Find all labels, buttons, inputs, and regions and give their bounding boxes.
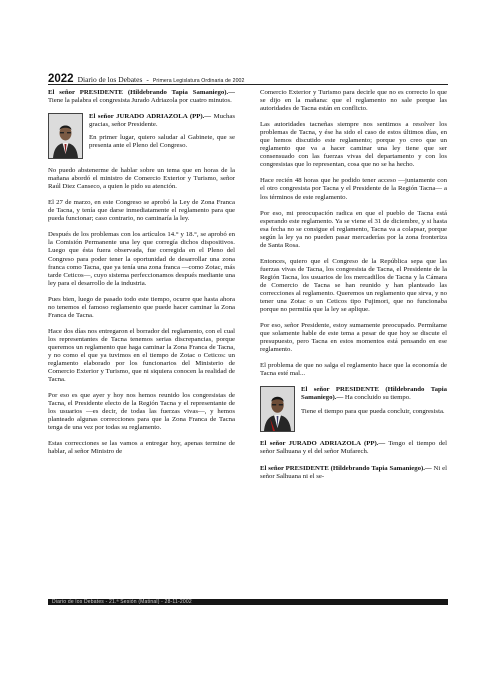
paragraph: Estas correcciones se las vamos a entregar hoy, apenas termine de hablar, al señor Ministro de: [48, 440, 235, 456]
footer-text: Diario de los Debates - 21.ª Sesión (Matinal) - 28-11-2002: [52, 598, 192, 605]
speaker-name: El señor JURADO ADRIAZOLA (PP).—: [260, 440, 386, 448]
speaker-block-jurado: [48, 113, 235, 159]
portrait-icon: [49, 114, 82, 158]
paragraph: En primer lugar, quiero saludar al Gabinete, que se presenta ante el Pleno del Congreso.: [89, 134, 235, 150]
speaker-block-presidente: [260, 386, 447, 432]
header-separator: -: [146, 75, 149, 84]
paragraph: Hace recién 48 horas que he podido tener acceso —juntamente con el otro congresista por Tacna y el Presidente de la Región Tacna— a los términos de este reglamento.: [260, 177, 447, 201]
paragraph: Por eso es que ayer y hoy nos hemos reunido los congresistas de Tacna, el Presidente electo de la Región Tacna y el representante de los usuarios —es decir, de todas las fuerzas vivas—, y hemos planteado algunas correcciones para que la Zona Franca de Tacna tenga de una vez por todas su reglamento.: [48, 392, 235, 432]
speech-text: Tengo el tiempo del señor Salhuana y el del señor Mufarech.: [260, 440, 447, 456]
paragraph: El 27 de marzo, en este Congreso se aprobó la Ley de Zona Franca de Tacna, y tenía que darse inmediatamente el reglamento para que pueda funcionar; caso contrario, no caminaría la ley.: [48, 199, 235, 223]
page-number: 2022: [48, 73, 74, 85]
portrait-icon: [261, 387, 294, 431]
paragraph: Las autoridades tacneñas siempre nos sentimos a resolver los problemas de Tacna, y ése ha sido el caso de estos últimos días, en que hemos discutido este reglamento; porque yo creo que un reglamento que va a hacer caminar una ley tiene que ser consensuado con las fuerzas vivas del departamento y con los congresistas que lo representan, cosa que no se ha hecho.: [260, 121, 447, 169]
session-info: Primera Legislatura Ordinaria de 2002: [152, 78, 245, 84]
speaker-name: El señor PRESIDENTE (Hildebrando Tapia Samaniego).—: [48, 89, 235, 96]
paragraph: Por eso, señor Presidente, estoy sumamente preocupado. Permítame que solamente hable de este tema a pesar de que hoy se discute el presupuesto, pero Tacna en estos momentos está pensando en ese reglamento.: [260, 322, 447, 354]
paragraph: Tiene el tiempo para que pueda concluir, congresista.: [301, 407, 445, 415]
paragraph: Después de los problemas con los artículos 14.° y 18.°, se aprobó en la Comisión Permanente una ley que corregía dichos dispositivos. Luego que ésta fuera observada, fue corregida en el Pleno del Congreso para poder tener la oportunidad de desarrollar una zona franca como Tacna, que ya tenía una zona franca —como Zotac, más tarde Ceticos—, cuyo sistema perfeccionamos después mediante una ley para el desarrollo de la industria.: [48, 231, 235, 287]
left-column: [48, 89, 235, 589]
paragraph: Entonces, quiero que el Congreso de la República sepa que las fuerzas vivas de Tacna, los congresista de Tacna, el Presidente de la Región Tacna, los usuarios de los mercadillos de Tacna y la Cámara de Comercio de Tacna se han reunido y han planteado las correcciones al reglamento. Queremos un reglamento que sirva, y no tener una Zotac o un Ceticos tipo Fujimori, que no funcionaba porque no permitía que la ley se aplique.: [260, 257, 447, 314]
paragraph: [301, 386, 447, 402]
journal-title: Diario de los Debates: [77, 75, 143, 84]
paragraph: No puedo abstenerme de hablar sobre un tema que en horas de la mañana abordó el ministro de Comercio Exterior y Turismo, señor Raúl Diez Canseco, a quien le pido su atención.: [48, 167, 235, 191]
speaker-name: El señor JURADO ADRIAZOLA (PP).—: [89, 113, 212, 121]
speech-text: Muchas gracias, señor Presidente.: [89, 113, 235, 129]
paragraph: [48, 89, 235, 105]
speech-text: Ha concluido su tiempo.: [343, 394, 411, 402]
right-column: [260, 89, 447, 589]
paragraph: Por eso, mi preocupación radica en que el pueblo de Tacna está esperando este reglamento. Ya se viene el 31 de diciembre, y si hasta esa fecha no se consigue el reglamento, Tacna va a colapsar, porque según la ley ya no pueden pasar mercaderías por la zona fronteriza de Santa Rosa.: [260, 209, 447, 249]
speaker-photo-tapia-samaniego: [260, 386, 295, 432]
paragraph: [89, 113, 235, 129]
page-footer: [48, 599, 448, 605]
speech-text: Tiene la palabra el congresista Jurado Adriazola por cuatro minutos.: [48, 97, 232, 105]
paragraph: [260, 440, 447, 456]
paragraph: Comercio Exterior y Turismo para decirle que no es correcto lo que se dijo en la mañana: que el reglamento no sale porque las autoridades de Tacna están en conflicto.: [260, 89, 447, 113]
header-rule: [48, 84, 448, 85]
speaker-photo-jurado-adriazola: [48, 113, 83, 159]
paragraph: [260, 465, 447, 481]
speaker-name: El señor PRESIDENTE (Hildebrando Tapia Samaniego).—: [260, 464, 432, 472]
speech-text: Ni el señor Salhuana ni el se-: [260, 464, 447, 480]
paragraph: El problema de que no salga el reglamento hace que la economía de Tacna esté mal...: [260, 362, 447, 378]
paragraph: Hace dos días nos entregaron el borrador del reglamento, con el cual los representantes de Tacna tenemos serias discrepancias, porque queremos un reglamento que haga caminar la Zona Franca de Tacna, y no como el que ya tuvimos en el tiempo de Zotac o Ceticos: un reglamento elaborado por los funcionarios del Ministerio de Comercio Exterior y Turismo, que ni siquiera conocen la realidad de Tacna.: [48, 327, 235, 384]
speaker-name: El señor PRESIDENTE (Hildebrando Tapia Samaniego).—: [301, 386, 447, 402]
paragraph: Pues bien, luego de pasado todo este tiempo, ocurre que hasta ahora no tenemos el famoso reglamento que puede hacer caminar la Zona Franca de Tacna.: [48, 295, 235, 319]
